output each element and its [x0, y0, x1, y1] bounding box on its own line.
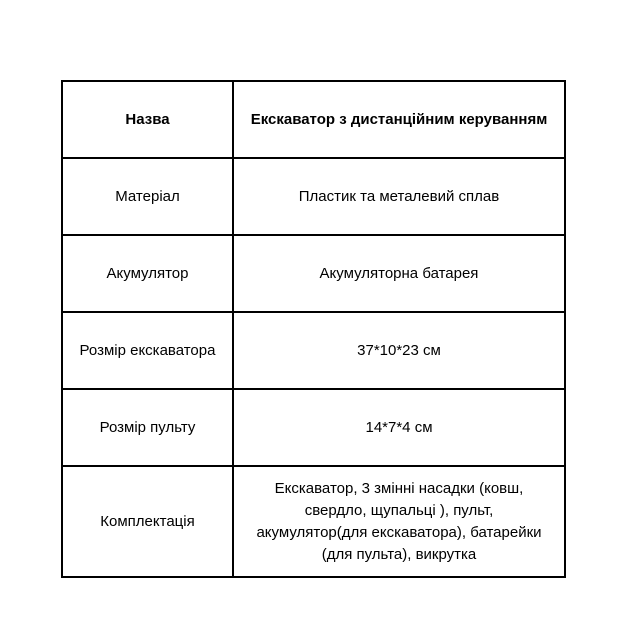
- table-row-battery: [62, 235, 565, 312]
- header-label-cell: Назва: [62, 81, 233, 158]
- row-label-battery: Акумулятор: [62, 235, 233, 312]
- header-value-cell: Екскаватор з дистанційним керуванням: [233, 81, 565, 158]
- table-row-excavator-size: [62, 312, 565, 389]
- row-value-package-contents: Екскаватор, 3 змінні насадки (ковш, свердло, щупальці ), пульт, акумулятор(для екскаватора), батарейки (для пульта), викрутка: [233, 466, 565, 577]
- row-value-excavator-size: 37*10*23 см: [233, 312, 565, 389]
- table-header-row: [62, 81, 565, 158]
- row-value-remote-size: 14*7*4 см: [233, 389, 565, 466]
- table-row-remote-size: [62, 389, 565, 466]
- spec-table: [61, 80, 566, 578]
- row-label-package-contents: Комплектація: [62, 466, 233, 577]
- row-value-material: Пластик та металевий сплав: [233, 158, 565, 235]
- row-label-material: Матеріал: [62, 158, 233, 235]
- row-label-remote-size: Розмір пульту: [62, 389, 233, 466]
- row-label-excavator-size: Розмір екскаватора: [62, 312, 233, 389]
- table-row-material: [62, 158, 565, 235]
- table-row-package-contents: [62, 466, 565, 577]
- row-value-battery: Акумуляторна батарея: [233, 235, 565, 312]
